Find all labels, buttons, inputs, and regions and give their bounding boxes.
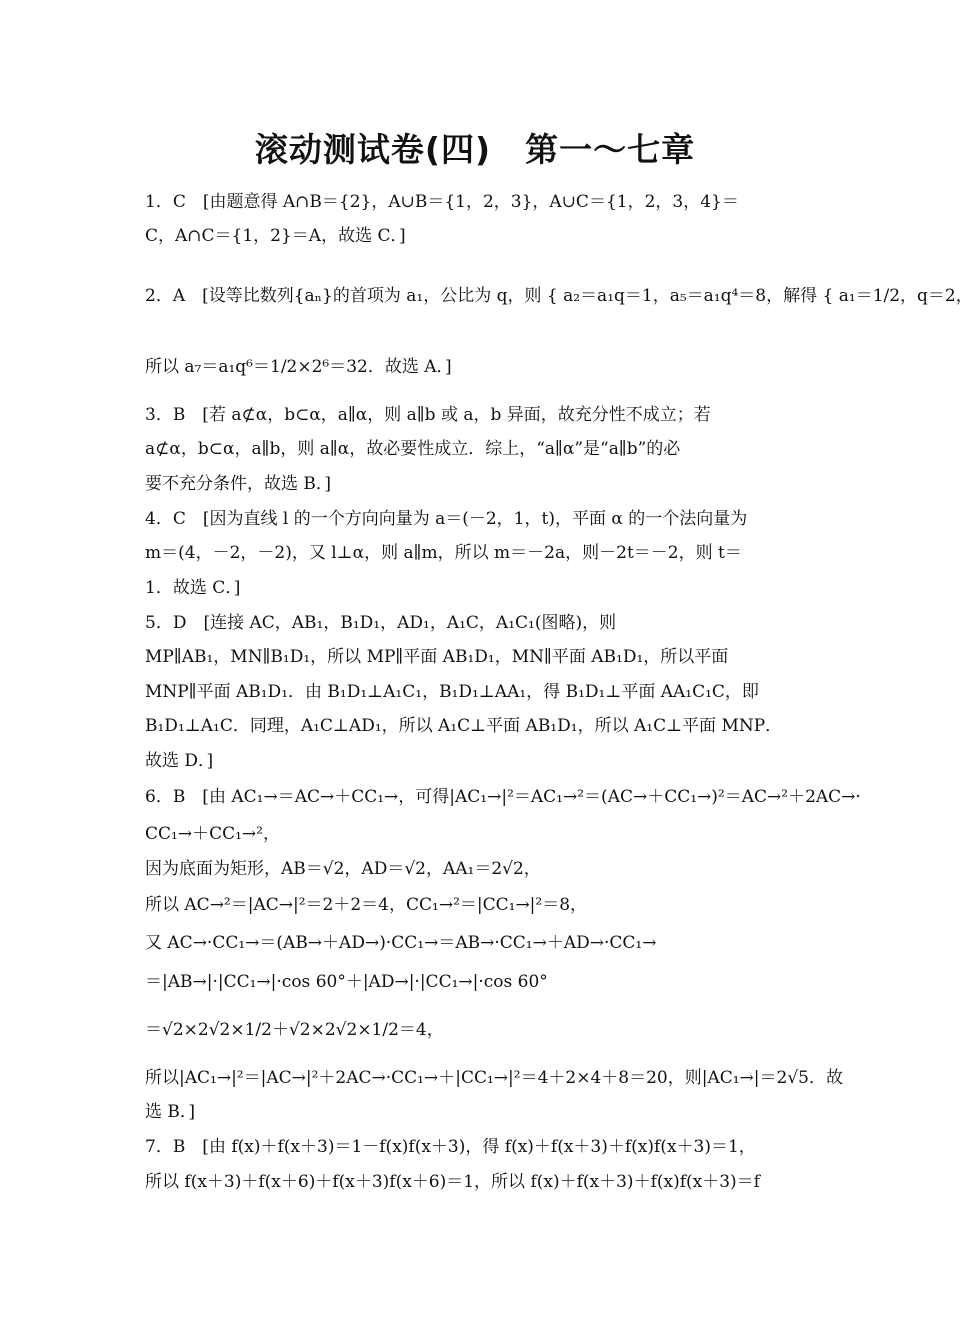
- text-line: 因为底面为矩形，AB＝√2，AD＝√2，AA₁＝2√2，: [145, 859, 541, 879]
- text-line: 5．D [连接 AC，AB₁，B₁D₁，AD₁，A₁C，A₁C₁(图略)，则: [145, 613, 617, 633]
- text-line: a⊄α，b⊂α，a∥b，则 a∥α，故必要性成立．综上，“a∥α”是“a∥b”的必: [145, 439, 681, 459]
- text-line: B₁D₁⊥A₁C．同理，A₁C⊥AD₁，所以 A₁C⊥平面 AB₁D₁，所以 A₁C⊥平面 MNP．: [145, 716, 783, 736]
- text-line: 所以 f(x＋3)＋f(x＋6)＋f(x＋3)f(x＋6)＝1，所以 f(x)＋f(x＋3)＋f(x)f(x＋3)＝f: [145, 1172, 760, 1192]
- text-line: 要不充分条件，故选 B．]: [145, 474, 332, 494]
- text-line: 2．A [设等比数列{aₙ}的首项为 a₁，公比为 q，则 { a₂＝a₁q＝1，a₅＝a₁q⁴＝8，解得 { a₁＝1/2，q＝2，: [145, 286, 973, 306]
- page-title: 滚动测试卷(四) 第一～七章: [254, 130, 696, 169]
- text-line: m＝(4，－2，－2)，又 l⊥α，则 a∥m，所以 m＝－2a，则－2t＝－2，则 t＝: [145, 543, 742, 563]
- text-line: MP∥AB₁，MN∥B₁D₁，所以 MP∥平面 AB₁D₁，MN∥平面 AB₁D₁，所以平面: [145, 647, 729, 667]
- text-line: 故选 D．]: [145, 751, 214, 771]
- text-line: 4．C [因为直线 l 的一个方向向量为 a＝(－2，1，t)，平面 α 的一个法向量为: [145, 509, 748, 529]
- text-line: 选 B．]: [145, 1102, 196, 1122]
- text-line: C，A∩C＝{1，2}＝A，故选 C．]: [145, 226, 406, 246]
- text-line: 所以 a₇＝a₁q⁶＝1/2×2⁶＝32．故选 A．]: [145, 357, 452, 377]
- text-line: 1．C [由题意得 A∩B＝{2}，A∪B＝{1，2，3}，A∪C＝{1，2，3，4}＝: [145, 192, 739, 212]
- text-line: 所以 AC→²＝|AC→|²＝2＋2＝4，CC₁→²＝|CC₁→|²＝8，: [145, 895, 588, 915]
- text-line: 1．故选 C．]: [145, 578, 241, 598]
- text-line: 所以|AC₁→|²＝|AC→|²＋2AC→·CC₁→＋|CC₁→|²＝4＋2×4＋8＝20，则|AC₁→|＝2√5．故: [145, 1068, 843, 1088]
- text-line: 3．B [若 a⊄α，b⊂α，a∥α，则 a∥b 或 a，b 异面，故充分性不成立；若: [145, 405, 711, 425]
- text-line: 又 AC→·CC₁→＝(AB→＋AD→)·CC₁→＝AB→·CC₁→＋AD→·CC₁→: [145, 933, 657, 953]
- text-line: ＝√2×2√2×1/2＋√2×2√2×1/2＝4，: [145, 1020, 444, 1040]
- text-line: ＝|AB→|·|CC₁→|·cos 60°＋|AD→|·|CC₁→|·cos 60°: [145, 972, 548, 992]
- text-line: 7．B [由 f(x)＋f(x＋3)＝1－f(x)f(x＋3)，得 f(x)＋f(x＋3)＋f(x)f(x＋3)＝1，: [145, 1137, 756, 1157]
- text-line: 6．B [由 AC₁→＝AC→＋CC₁→，可得|AC₁→|²＝AC₁→²＝(AC→＋CC₁→)²＝AC→²＋2AC→·: [145, 787, 861, 807]
- text-line: MNP∥平面 AB₁D₁．由 B₁D₁⊥A₁C₁，B₁D₁⊥AA₁，得 B₁D₁⊥平面 AA₁C₁C，即: [145, 682, 759, 702]
- text-line: CC₁→＋CC₁→²，: [145, 824, 280, 844]
